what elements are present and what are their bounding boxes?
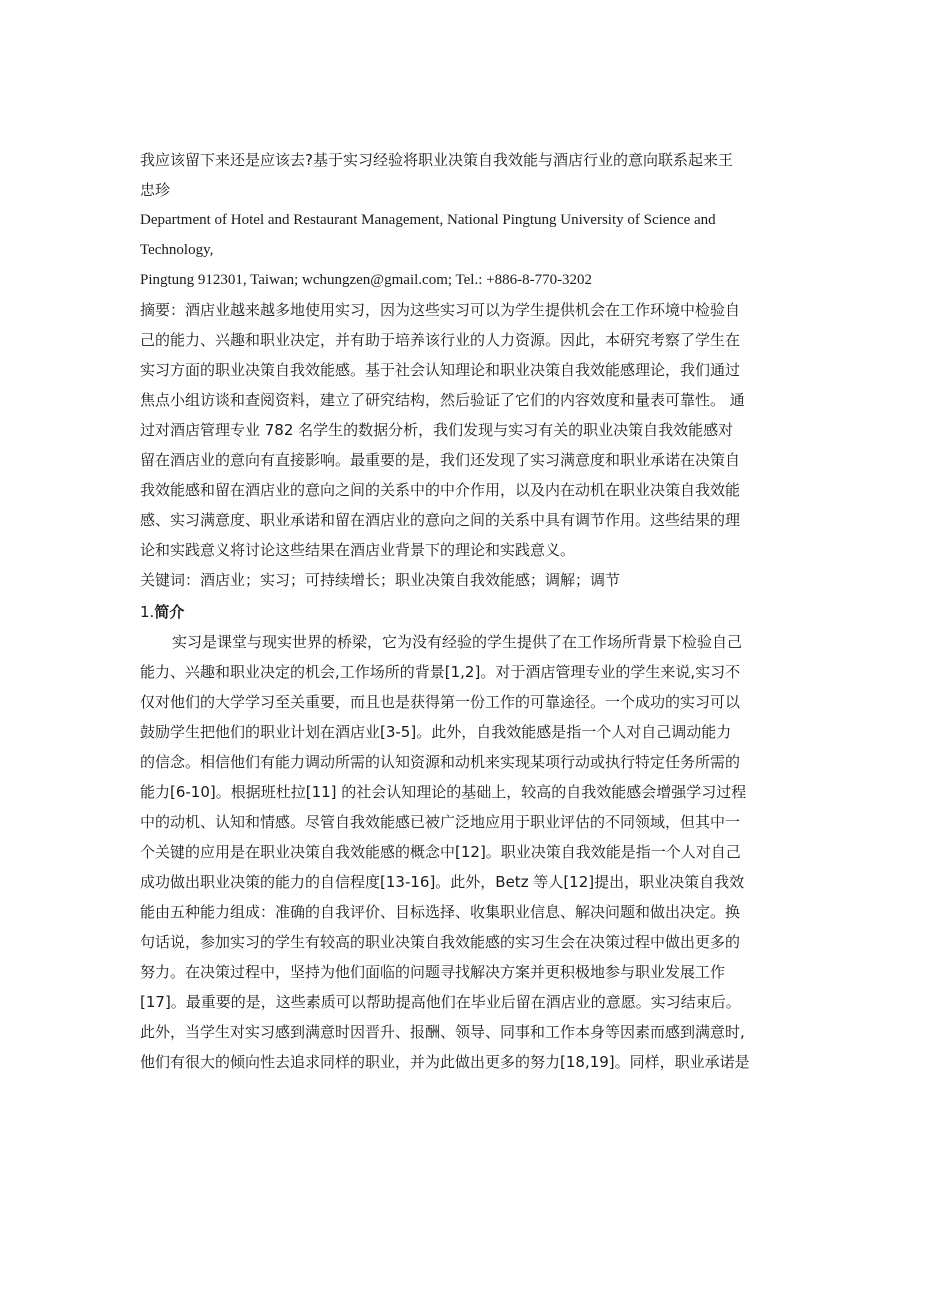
paper-page — [140, 145, 788, 1077]
title-line: 我应该留下来还是应该去?基于实习经验将职业决策自我效能与酒店行业的意向联系起来王 — [140, 151, 733, 169]
intro-line: 中的动机、认知和情感。尽管自我效能感已被广泛地应用于职业评估的不同领域，但其中一 — [140, 813, 741, 831]
intro-line: 鼓励学生把他们的职业计划在酒店业[3-5]。此外，自我效能感是指一个人对自己调动能力 — [140, 723, 732, 741]
introduction-body — [140, 627, 788, 1077]
abstract-line: 留在酒店业的意向有直接影响。最重要的是，我们还发现了实习满意度和职业承诺在决策自 — [140, 451, 741, 469]
section-number: 1. — [140, 603, 155, 621]
abstract — [140, 295, 788, 565]
intro-line: 句话说，参加实习的学生有较高的职业决策自我效能感的实习生会在决策过程中做出更多的 — [140, 933, 741, 951]
intro-line: 能由五种能力组成：准确的自我评价、目标选择、收集职业信息、解决问题和做出决定。换 — [140, 903, 741, 921]
intro-line: 能力、兴趣和职业决定的机会,工作场所的背景[1,2]。对于酒店管理专业的学生来说,实习不 — [140, 663, 741, 681]
intro-line: 努力。在决策过程中，坚持为他们面临的问题寻找解决方案并更积极地参与职业发展工作 — [140, 963, 726, 981]
intro-line: 个关键的应用是在职业决策自我效能感的概念中[12]。职业决策自我效能是指一个人对自己 — [140, 843, 741, 861]
section-title: 简介 — [154, 603, 185, 621]
abstract-line: 焦点小组访谈和查阅资料，建立了研究结构，然后验证了它们的内容效度和量表可靠性。 通 — [140, 391, 745, 409]
intro-line: 他们有很大的倾向性去追求同样的职业，并为此做出更多的努力[18,19]。同样，职业承诺是 — [140, 1053, 750, 1071]
intro-line: [17]。最重要的是，这些素质可以帮助提高他们在毕业后留在酒店业的意愿。实习结束后。 — [140, 993, 741, 1011]
affiliation-line: Pingtung 912301, Taiwan; wchungzen@gmail.com; Tel.: +886-8-770-3202 — [140, 272, 593, 288]
section-heading — [140, 597, 788, 627]
abstract-line: 己的能力、兴趣和职业决定，并有助于培养该行业的人力资源。因此，本研究考察了学生在 — [140, 331, 741, 349]
intro-line: 能力[6-10]。根据班杜拉[11] 的社会认知理论的基础上，较高的自我效能感会增强学习过程 — [140, 783, 747, 801]
abstract-line: 实习方面的职业决策自我效能感。基于社会认知理论和职业决策自我效能感理论，我们通过 — [140, 361, 741, 379]
affiliation-line: Technology, — [140, 242, 214, 258]
title-line: 忠珍 — [140, 181, 171, 199]
keywords: 关键词：酒店业；实习；可持续增长；职业决策自我效能感；调解；调节 — [140, 571, 621, 589]
affiliation — [140, 205, 788, 295]
intro-line: 此外，当学生对实习感到满意时因晋升、报酬、领导、同事和工作本身等因素而感到满意时, — [140, 1023, 745, 1041]
intro-line: 仅对他们的大学学习至关重要，而且也是获得第一份工作的可靠途径。一个成功的实习可以 — [140, 693, 741, 711]
abstract-line: 我效能感和留在酒店业的意向之间的关系中的中介作用，以及内在动机在职业决策自我效能 — [140, 481, 741, 499]
abstract-line: 摘要：酒店业越来越多地使用实习，因为这些实习可以为学生提供机会在工作环境中检验自 — [140, 301, 741, 319]
intro-line: 的信念。相信他们有能力调动所需的认知资源和动机来实现某项行动或执行特定任务所需的 — [140, 753, 741, 771]
abstract-line: 感、实习满意度、职业承诺和留在酒店业的意向之间的关系中具有调节作用。这些结果的理 — [140, 511, 741, 529]
paper-title — [140, 145, 788, 205]
affiliation-line: Department of Hotel and Restaurant Management, National Pingtung University of Science and — [140, 212, 716, 228]
abstract-line: 过对酒店管理专业 782 名学生的数据分析，我们发现与实习有关的职业决策自我效能感对 — [140, 421, 734, 439]
intro-line: 实习是课堂与现实世界的桥梁，它为没有经验的学生提供了在工作场所背景下检验自己 — [172, 633, 743, 651]
intro-line: 成功做出职业决策的能力的自信程度[13-16]。此外，Betz 等人[12]提出，职业决策自我效 — [140, 873, 745, 891]
abstract-line: 论和实践意义将讨论这些结果在酒店业背景下的理论和实践意义。 — [140, 541, 576, 559]
